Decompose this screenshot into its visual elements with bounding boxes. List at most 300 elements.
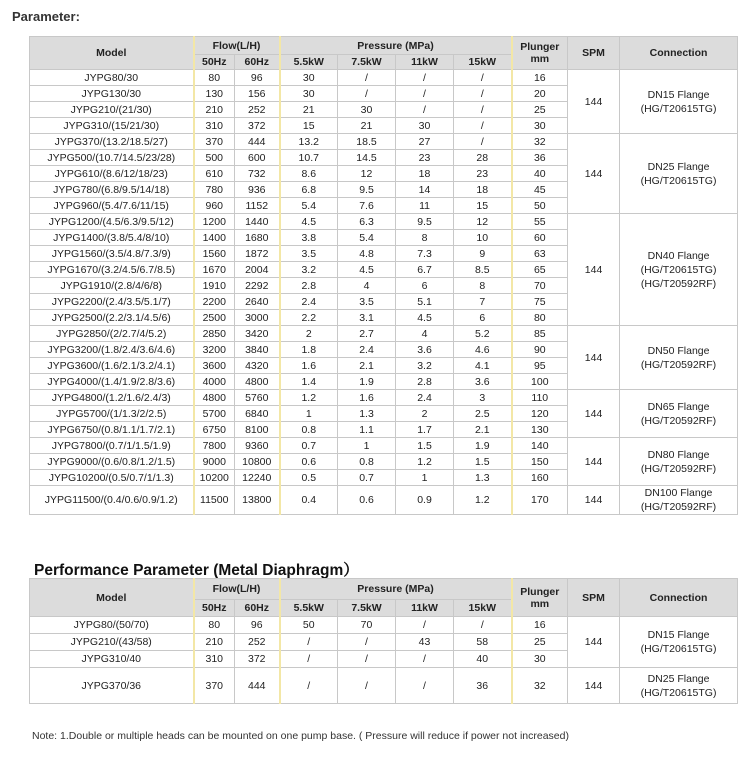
value-cell: 0.6 xyxy=(280,454,338,470)
value-cell: 2 xyxy=(280,326,338,342)
value-cell: 444 xyxy=(235,134,280,150)
value-cell: 1.9 xyxy=(338,374,396,390)
value-cell: 30 xyxy=(338,102,396,118)
table-row xyxy=(30,668,738,704)
model-cell: JYPG370/36 xyxy=(30,668,194,704)
value-cell: 3.8 xyxy=(280,230,338,246)
connection-cell xyxy=(620,326,738,390)
value-cell: 1.6 xyxy=(338,390,396,406)
value-cell: 2.2 xyxy=(280,310,338,326)
header-11kw: 11kW xyxy=(396,55,454,70)
connection-line: (HG/T20592RF) xyxy=(640,462,717,475)
spm-cell: 144 xyxy=(568,214,620,326)
value-cell: 1.5 xyxy=(454,454,512,470)
model-cell: JYPG4800/(1.2/1.6/2.4/3) xyxy=(30,390,194,406)
model-cell: JYPG10200/(0.5/0.7/1/1.3) xyxy=(30,470,194,486)
table-row xyxy=(30,438,738,454)
value-cell: 4320 xyxy=(235,358,280,374)
connection-line: (HG/T20615TG) xyxy=(640,686,717,699)
spm-cell: 144 xyxy=(568,617,620,668)
value-cell: 32 xyxy=(512,134,568,150)
model-cell: JYPG11500/(0.4/0.6/0.9/1.2) xyxy=(30,486,194,515)
value-cell: 6.8 xyxy=(280,182,338,198)
header-spm: SPM xyxy=(568,579,620,617)
value-cell: 160 xyxy=(512,470,568,486)
value-cell: 4.5 xyxy=(396,310,454,326)
table-row xyxy=(30,617,738,634)
value-cell: 2500 xyxy=(194,310,235,326)
model-cell: JYPG5700/(1/1.3/2/2.5) xyxy=(30,406,194,422)
value-cell: 1.9 xyxy=(454,438,512,454)
value-cell: 40 xyxy=(512,166,568,182)
model-cell: JYPG2850/(2/2.7/4/5.2) xyxy=(30,326,194,342)
value-cell: 4800 xyxy=(194,390,235,406)
connection-line: (HG/T20615TG) xyxy=(640,643,717,655)
value-cell: 3.5 xyxy=(280,246,338,262)
value-cell: 10 xyxy=(454,230,512,246)
value-cell: 16 xyxy=(512,617,568,634)
connection-cell xyxy=(620,70,738,134)
value-cell: 3.2 xyxy=(280,262,338,278)
value-cell: 50 xyxy=(512,198,568,214)
value-cell: 50 xyxy=(280,617,338,634)
model-cell: JYPG780/(6.8/9.5/14/18) xyxy=(30,182,194,198)
connection-line: DN15 Flange xyxy=(647,88,710,101)
model-cell: JYPG210/(43/58) xyxy=(30,634,194,651)
model-cell: JYPG130/30 xyxy=(30,86,194,102)
header-5-5kw: 5.5kW xyxy=(280,600,338,617)
value-cell: 252 xyxy=(235,634,280,651)
value-cell: 1200 xyxy=(194,214,235,230)
value-cell: 21 xyxy=(338,118,396,134)
value-cell: 2200 xyxy=(194,294,235,310)
value-cell: 0.8 xyxy=(338,454,396,470)
value-cell: 18.5 xyxy=(338,134,396,150)
header-flow: Flow(L/H) xyxy=(194,37,280,55)
value-cell: 30 xyxy=(396,118,454,134)
model-cell: JYPG310/40 xyxy=(30,651,194,668)
value-cell: 36 xyxy=(454,668,512,704)
value-cell: 10.7 xyxy=(280,150,338,166)
value-cell: 2640 xyxy=(235,294,280,310)
header-plunger-unit: mm xyxy=(530,53,550,65)
model-cell: JYPG2200/(2.4/3.5/5.1/7) xyxy=(30,294,194,310)
table-row xyxy=(30,390,738,406)
value-cell: 130 xyxy=(512,422,568,438)
connection-line: (HG/T20592RF) xyxy=(640,358,717,371)
value-cell: 6 xyxy=(454,310,512,326)
header-5-5kw: 5.5kW xyxy=(280,55,338,70)
value-cell: 1.2 xyxy=(396,454,454,470)
connection-cell xyxy=(620,438,738,486)
value-cell: 1670 xyxy=(194,262,235,278)
value-cell: 9.5 xyxy=(338,182,396,198)
header-row xyxy=(30,37,738,55)
value-cell: 75 xyxy=(512,294,568,310)
value-cell: 5760 xyxy=(235,390,280,406)
value-cell: 14.5 xyxy=(338,150,396,166)
value-cell: 310 xyxy=(194,118,235,134)
value-cell: 27 xyxy=(396,134,454,150)
value-cell: 3600 xyxy=(194,358,235,374)
value-cell: 0.4 xyxy=(280,486,338,515)
value-cell: 14 xyxy=(396,182,454,198)
value-cell: 8.6 xyxy=(280,166,338,182)
value-cell: / xyxy=(280,634,338,651)
value-cell: 11500 xyxy=(194,486,235,515)
value-cell: 85 xyxy=(512,326,568,342)
metal-diaphragm-table-body xyxy=(30,579,738,704)
value-cell: / xyxy=(338,651,396,668)
value-cell: 8 xyxy=(454,278,512,294)
metal-diaphragm-table xyxy=(29,578,738,704)
value-cell: / xyxy=(454,70,512,86)
connection-line: DN65 Flange xyxy=(647,400,710,413)
value-cell: 23 xyxy=(396,150,454,166)
value-cell: 12240 xyxy=(235,470,280,486)
value-cell: 3.6 xyxy=(454,374,512,390)
value-cell: 3000 xyxy=(235,310,280,326)
value-cell: 2.7 xyxy=(338,326,396,342)
spm-cell: 144 xyxy=(568,438,620,486)
value-cell: 2850 xyxy=(194,326,235,342)
value-cell: 11 xyxy=(396,198,454,214)
value-cell: 7.3 xyxy=(396,246,454,262)
value-cell: 444 xyxy=(235,668,280,704)
connection-line: (HG/T20615TG) xyxy=(640,102,717,115)
model-cell: JYPG370/(13.2/18.5/27) xyxy=(30,134,194,150)
value-cell: 2 xyxy=(396,406,454,422)
value-cell: / xyxy=(454,617,512,634)
value-cell: 9360 xyxy=(235,438,280,454)
value-cell: 9 xyxy=(454,246,512,262)
value-cell: 1910 xyxy=(194,278,235,294)
connection-line: DN80 Flange xyxy=(647,448,710,461)
header-pressure: Pressure (MPa) xyxy=(280,579,512,600)
value-cell: 23 xyxy=(454,166,512,182)
value-cell: / xyxy=(396,102,454,118)
value-cell: 3 xyxy=(454,390,512,406)
connection-line: (HG/T20592RF) xyxy=(640,414,717,427)
table-row xyxy=(30,70,738,86)
value-cell: 1.5 xyxy=(396,438,454,454)
value-cell: 140 xyxy=(512,438,568,454)
value-cell: 6.7 xyxy=(396,262,454,278)
value-cell: 13800 xyxy=(235,486,280,515)
parameter-title: Parameter: xyxy=(12,9,80,24)
value-cell: 1 xyxy=(396,470,454,486)
table-row xyxy=(30,214,738,230)
value-cell: 2.4 xyxy=(280,294,338,310)
model-cell: JYPG3200/(1.8/2.4/3.6/4.6) xyxy=(30,342,194,358)
value-cell: 2292 xyxy=(235,278,280,294)
value-cell: 1680 xyxy=(235,230,280,246)
model-cell: JYPG1670/(3.2/4.5/6.7/8.5) xyxy=(30,262,194,278)
value-cell: 1400 xyxy=(194,230,235,246)
value-cell: 2.1 xyxy=(454,422,512,438)
value-cell: 5.4 xyxy=(338,230,396,246)
value-cell: 6840 xyxy=(235,406,280,422)
value-cell: 1.2 xyxy=(280,390,338,406)
model-cell: JYPG4000/(1.4/1.9/2.8/3.6) xyxy=(30,374,194,390)
value-cell: 1872 xyxy=(235,246,280,262)
connection-line: (HG/T20592RF) xyxy=(640,501,717,513)
value-cell: 10800 xyxy=(235,454,280,470)
value-cell: / xyxy=(396,617,454,634)
header-spm: SPM xyxy=(568,37,620,70)
value-cell: 1.7 xyxy=(396,422,454,438)
value-cell: 32 xyxy=(512,668,568,704)
header-model: Model xyxy=(30,579,194,617)
value-cell: 55 xyxy=(512,214,568,230)
model-cell: JYPG9000/(0.6/0.8/1.2/1.5) xyxy=(30,454,194,470)
value-cell: / xyxy=(280,651,338,668)
value-cell: 3.1 xyxy=(338,310,396,326)
value-cell: 65 xyxy=(512,262,568,278)
table-row xyxy=(30,486,738,515)
value-cell: 100 xyxy=(512,374,568,390)
header-plunger xyxy=(512,579,568,617)
value-cell: 8 xyxy=(396,230,454,246)
value-cell: 1152 xyxy=(235,198,280,214)
value-cell: 60 xyxy=(512,230,568,246)
value-cell: 1.2 xyxy=(454,486,512,515)
value-cell: 6.3 xyxy=(338,214,396,230)
value-cell: 0.9 xyxy=(396,486,454,515)
value-cell: 2.8 xyxy=(396,374,454,390)
value-cell: 1 xyxy=(280,406,338,422)
value-cell: 1440 xyxy=(235,214,280,230)
value-cell: / xyxy=(338,634,396,651)
table-row xyxy=(30,134,738,150)
header-plunger-label: Plunger xyxy=(520,585,560,598)
value-cell: / xyxy=(396,86,454,102)
value-cell: 7 xyxy=(454,294,512,310)
value-cell: 0.8 xyxy=(280,422,338,438)
value-cell: 252 xyxy=(235,102,280,118)
value-cell: 12 xyxy=(454,214,512,230)
value-cell: 5.2 xyxy=(454,326,512,342)
spm-cell: 144 xyxy=(568,326,620,390)
value-cell: 8100 xyxy=(235,422,280,438)
value-cell: 5.4 xyxy=(280,198,338,214)
value-cell: 4.5 xyxy=(338,262,396,278)
value-cell: 372 xyxy=(235,118,280,134)
header-15kw: 15kW xyxy=(454,600,512,617)
model-cell: JYPG6750/(0.8/1.1/1.7/2.1) xyxy=(30,422,194,438)
header-15kw: 15kW xyxy=(454,55,512,70)
value-cell: 25 xyxy=(512,634,568,651)
header-7-5kw: 7.5kW xyxy=(338,600,396,617)
connection-cell xyxy=(620,134,738,214)
value-cell: 1.3 xyxy=(338,406,396,422)
connection-line: (HG/T20592RF) xyxy=(640,277,717,290)
value-cell: 80 xyxy=(194,617,235,634)
parameter-table xyxy=(29,36,738,515)
value-cell: 4000 xyxy=(194,374,235,390)
value-cell: 30 xyxy=(280,86,338,102)
value-cell: 1560 xyxy=(194,246,235,262)
value-cell: 372 xyxy=(235,651,280,668)
connection-line: DN25 Flange xyxy=(647,160,710,173)
value-cell: 370 xyxy=(194,668,235,704)
performance-parameter-title: Performance Parameter (Metal Diaphragm） xyxy=(34,562,359,579)
value-cell: / xyxy=(338,70,396,86)
value-cell: 70 xyxy=(338,617,396,634)
model-cell: JYPG80/30 xyxy=(30,70,194,86)
value-cell: 936 xyxy=(235,182,280,198)
value-cell: 0.7 xyxy=(338,470,396,486)
value-cell: 30 xyxy=(512,118,568,134)
value-cell: 9000 xyxy=(194,454,235,470)
model-cell: JYPG960/(5.4/7.6/11/15) xyxy=(30,198,194,214)
value-cell: 130 xyxy=(194,86,235,102)
value-cell: / xyxy=(338,668,396,704)
value-cell: 4 xyxy=(338,278,396,294)
value-cell: 3.2 xyxy=(396,358,454,374)
value-cell: 156 xyxy=(235,86,280,102)
model-cell: JYPG1560/(3.5/4.8/7.3/9) xyxy=(30,246,194,262)
model-cell: JYPG1200/(4.5/6.3/9.5/12) xyxy=(30,214,194,230)
value-cell: 1 xyxy=(338,438,396,454)
connection-cell xyxy=(620,486,738,515)
value-cell: 8.5 xyxy=(454,262,512,278)
value-cell: 110 xyxy=(512,390,568,406)
header-50hz: 50Hz xyxy=(194,600,235,617)
value-cell: 4.5 xyxy=(280,214,338,230)
connection-cell xyxy=(620,668,738,704)
connection-cell xyxy=(620,617,738,668)
value-cell: 4.8 xyxy=(338,246,396,262)
spm-cell: 144 xyxy=(568,668,620,704)
value-cell: 210 xyxy=(194,102,235,118)
value-cell: 4.1 xyxy=(454,358,512,374)
model-cell: JYPG2500/(2.2/3.1/4.5/6) xyxy=(30,310,194,326)
value-cell: 4.6 xyxy=(454,342,512,358)
value-cell: 9.5 xyxy=(396,214,454,230)
header-connection: Connection xyxy=(620,579,738,617)
value-cell: 45 xyxy=(512,182,568,198)
connection-line: DN40 Flange xyxy=(647,249,710,262)
value-cell: 1.3 xyxy=(454,470,512,486)
value-cell: 4 xyxy=(396,326,454,342)
value-cell: 80 xyxy=(194,70,235,86)
value-cell: 70 xyxy=(512,278,568,294)
model-cell: JYPG500/(10.7/14.5/23/28) xyxy=(30,150,194,166)
value-cell: 20 xyxy=(512,86,568,102)
header-plunger xyxy=(512,37,568,70)
note-text: Note: 1.Double or multiple heads can be mounted on one pump base. ( Pressure will reduce if power not increased) xyxy=(32,730,569,742)
value-cell: / xyxy=(280,668,338,704)
value-cell: 21 xyxy=(280,102,338,118)
value-cell: 63 xyxy=(512,246,568,262)
value-cell: 30 xyxy=(512,651,568,668)
connection-line: DN100 Flange xyxy=(644,487,713,499)
value-cell: 0.6 xyxy=(338,486,396,515)
header-row xyxy=(30,579,738,600)
value-cell: 3420 xyxy=(235,326,280,342)
spm-cell: 144 xyxy=(568,134,620,214)
header-11kw: 11kW xyxy=(396,600,454,617)
value-cell: 2.4 xyxy=(338,342,396,358)
value-cell: 210 xyxy=(194,634,235,651)
connection-line: DN50 Flange xyxy=(647,344,710,357)
value-cell: 10200 xyxy=(194,470,235,486)
model-cell: JYPG1400/(3.8/5.4/8/10) xyxy=(30,230,194,246)
value-cell: 150 xyxy=(512,454,568,470)
header-flow: Flow(L/H) xyxy=(194,579,280,600)
value-cell: 3840 xyxy=(235,342,280,358)
value-cell: 732 xyxy=(235,166,280,182)
value-cell: 170 xyxy=(512,486,568,515)
value-cell: 7.6 xyxy=(338,198,396,214)
value-cell: 96 xyxy=(235,617,280,634)
value-cell: / xyxy=(396,651,454,668)
value-cell: 18 xyxy=(396,166,454,182)
value-cell: 96 xyxy=(235,70,280,86)
header-model: Model xyxy=(30,37,194,70)
value-cell: 6 xyxy=(396,278,454,294)
value-cell: 370 xyxy=(194,134,235,150)
value-cell: 5700 xyxy=(194,406,235,422)
spm-cell: 144 xyxy=(568,70,620,134)
header-60hz: 60Hz xyxy=(235,55,280,70)
value-cell: 610 xyxy=(194,166,235,182)
model-cell: JYPG310/(15/21/30) xyxy=(30,118,194,134)
value-cell: 4800 xyxy=(235,374,280,390)
value-cell: 780 xyxy=(194,182,235,198)
parameter-table-body xyxy=(30,37,738,515)
model-cell: JYPG80/(50/70) xyxy=(30,617,194,634)
value-cell: 90 xyxy=(512,342,568,358)
value-cell: / xyxy=(454,102,512,118)
value-cell: 310 xyxy=(194,651,235,668)
header-pressure: Pressure (MPa) xyxy=(280,37,512,55)
value-cell: 95 xyxy=(512,358,568,374)
value-cell: 2.5 xyxy=(454,406,512,422)
value-cell: 5.1 xyxy=(396,294,454,310)
value-cell: 2004 xyxy=(235,262,280,278)
value-cell: 600 xyxy=(235,150,280,166)
value-cell: 6750 xyxy=(194,422,235,438)
value-cell: 3200 xyxy=(194,342,235,358)
connection-line: DN15 Flange xyxy=(647,629,710,641)
value-cell: 15 xyxy=(454,198,512,214)
model-cell: JYPG610/(8.6/12/18/23) xyxy=(30,166,194,182)
value-cell: 1.4 xyxy=(280,374,338,390)
value-cell: 2.4 xyxy=(396,390,454,406)
value-cell: 18 xyxy=(454,182,512,198)
value-cell: 1.6 xyxy=(280,358,338,374)
value-cell: 960 xyxy=(194,198,235,214)
value-cell: 0.5 xyxy=(280,470,338,486)
spm-cell: 144 xyxy=(568,390,620,438)
value-cell: 36 xyxy=(512,150,568,166)
value-cell: / xyxy=(454,134,512,150)
value-cell: 500 xyxy=(194,150,235,166)
model-cell: JYPG7800/(0.7/1/1.5/1.9) xyxy=(30,438,194,454)
connection-line: DN25 Flange xyxy=(647,672,710,685)
value-cell: 15 xyxy=(280,118,338,134)
value-cell: / xyxy=(454,118,512,134)
connection-cell xyxy=(620,390,738,438)
header-7-5kw: 7.5kW xyxy=(338,55,396,70)
header-plunger-unit: mm xyxy=(530,597,550,610)
value-cell: 28 xyxy=(454,150,512,166)
value-cell: 12 xyxy=(338,166,396,182)
value-cell: 30 xyxy=(280,70,338,86)
value-cell: 43 xyxy=(396,634,454,651)
